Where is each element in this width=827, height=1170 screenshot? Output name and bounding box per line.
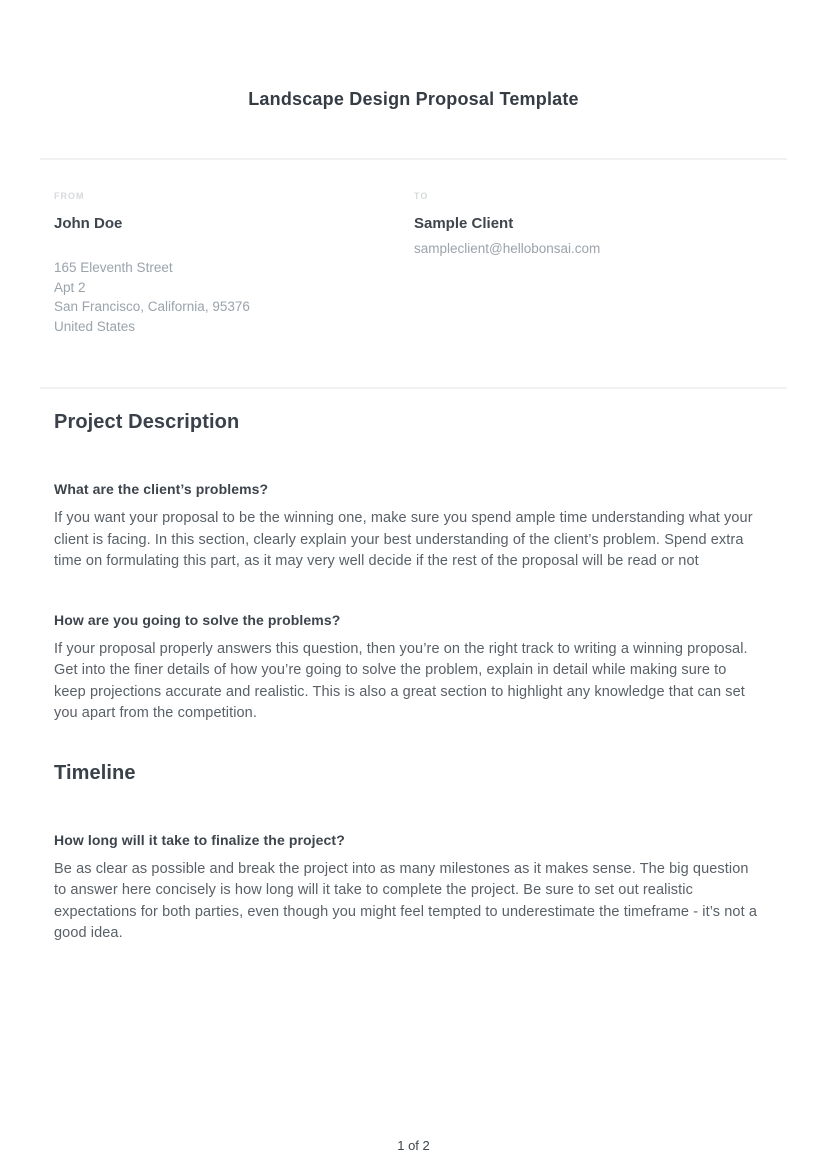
qa-answer: If your proposal properly answers this question, then you’re on the right track to writing a winning proposal. Get into the finer details of how you’re going to solve the problem, explain in detail while making sure to keep projections accurate and realistic. This is also a great section to highlight any knowledge that can set you apart from the competition. [54,640,748,721]
document-body [40,389,787,945]
to-label: TO [414,191,429,201]
from-block [54,191,414,336]
qa-answer: If you want your proposal to be the winning one, make sure you spend ample time understanding what your client is facing. In this section, clearly explain your best understanding of the client’s problem. Spend extra time on formulating this part, as it may very well decide if the rest of the proposal will be read or not [54,510,753,569]
document-title: Landscape Design Proposal Template [248,89,579,109]
from-address-line: United States [54,318,136,334]
to-name: Sample Client [414,215,514,232]
qa-block [54,479,773,573]
from-address-line: San Francisco, California, 95376 [54,299,250,314]
to-block [414,191,773,336]
qa-question: How long will it take to finalize the project? [54,831,345,848]
section-timeline [54,760,773,945]
qa-question: How are you going to solve the problems? [54,611,341,628]
section-heading: Project Description [54,411,240,433]
qa-block [54,610,773,725]
from-address-line: 165 Eleventh Street [54,260,173,275]
page-indicator: 1 of 2 [397,1138,430,1153]
qa-question: What are the client’s problems? [54,481,269,497]
from-address [54,258,414,336]
section-project-description [54,409,773,725]
from-name: John Doe [54,215,123,232]
qa-answer: Be as clear as possible and break the project into as many milestones as it makes sense. The big question to answer here concisely is how long will it take to complete the project. Be sure to set out realistic expectations for both parties, even though you might feel tempted to underestimate the timeframe - it’s not a good idea. [54,860,757,941]
to-email: sampleclient@hellobonsai.com [414,241,601,256]
parties-section [40,160,787,387]
from-label: FROM [54,191,85,201]
section-heading: Timeline [54,761,136,784]
from-address-line: Apt 2 [54,279,86,295]
qa-block [54,830,773,945]
